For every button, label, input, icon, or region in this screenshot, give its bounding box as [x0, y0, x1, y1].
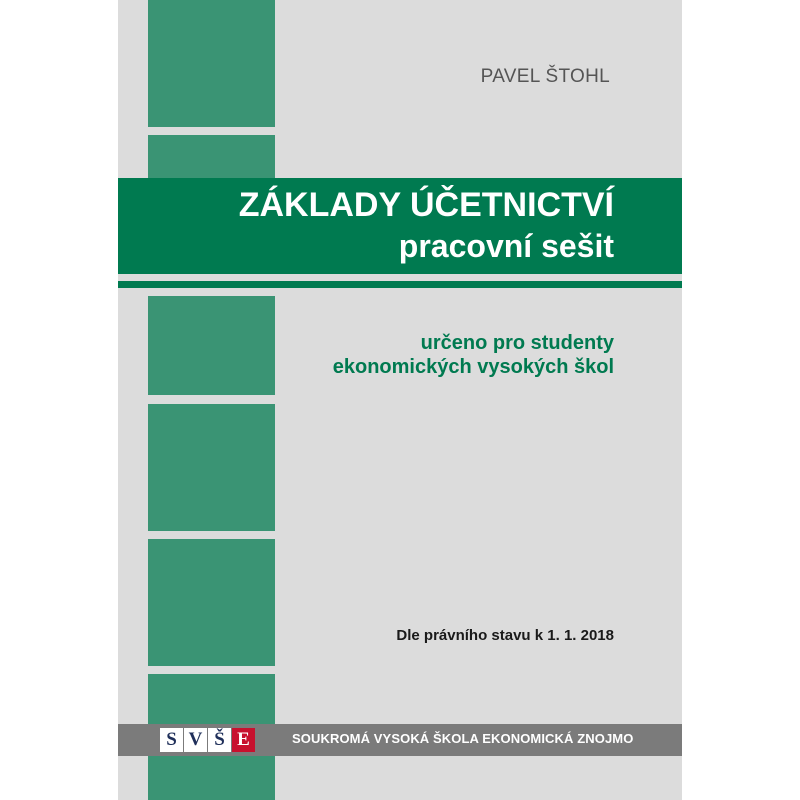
audience-note-line1: určeno pro studenty	[420, 332, 614, 354]
title-underline-rule	[118, 281, 682, 288]
audience-note	[118, 331, 614, 379]
publisher-name: SOUKROMÁ VYSOKÁ ŠKOLA EKONOMICKÁ ZNOJMO	[292, 731, 634, 746]
legal-state-note: Dle právního stavu k 1. 1. 2018	[396, 627, 614, 644]
green-stripe-segment	[148, 0, 275, 127]
green-stripe-segment	[148, 404, 275, 531]
author-name: PAVEL ŠTOHL	[480, 66, 610, 87]
logo-letter-s-caron: Š	[208, 728, 231, 752]
logo-letter-v: V	[184, 728, 207, 752]
audience-note-line2: ekonomických vysokých škol	[332, 356, 614, 378]
logo-letter-e: E	[232, 728, 255, 752]
book-cover	[118, 0, 682, 800]
book-title: ZÁKLADY ÚČETNICTVÍ	[238, 186, 614, 224]
book-subtitle: pracovní sešit	[398, 228, 614, 264]
green-stripe-segment	[148, 539, 275, 666]
svse-logo	[160, 728, 255, 752]
logo-letter-s: S	[160, 728, 183, 752]
